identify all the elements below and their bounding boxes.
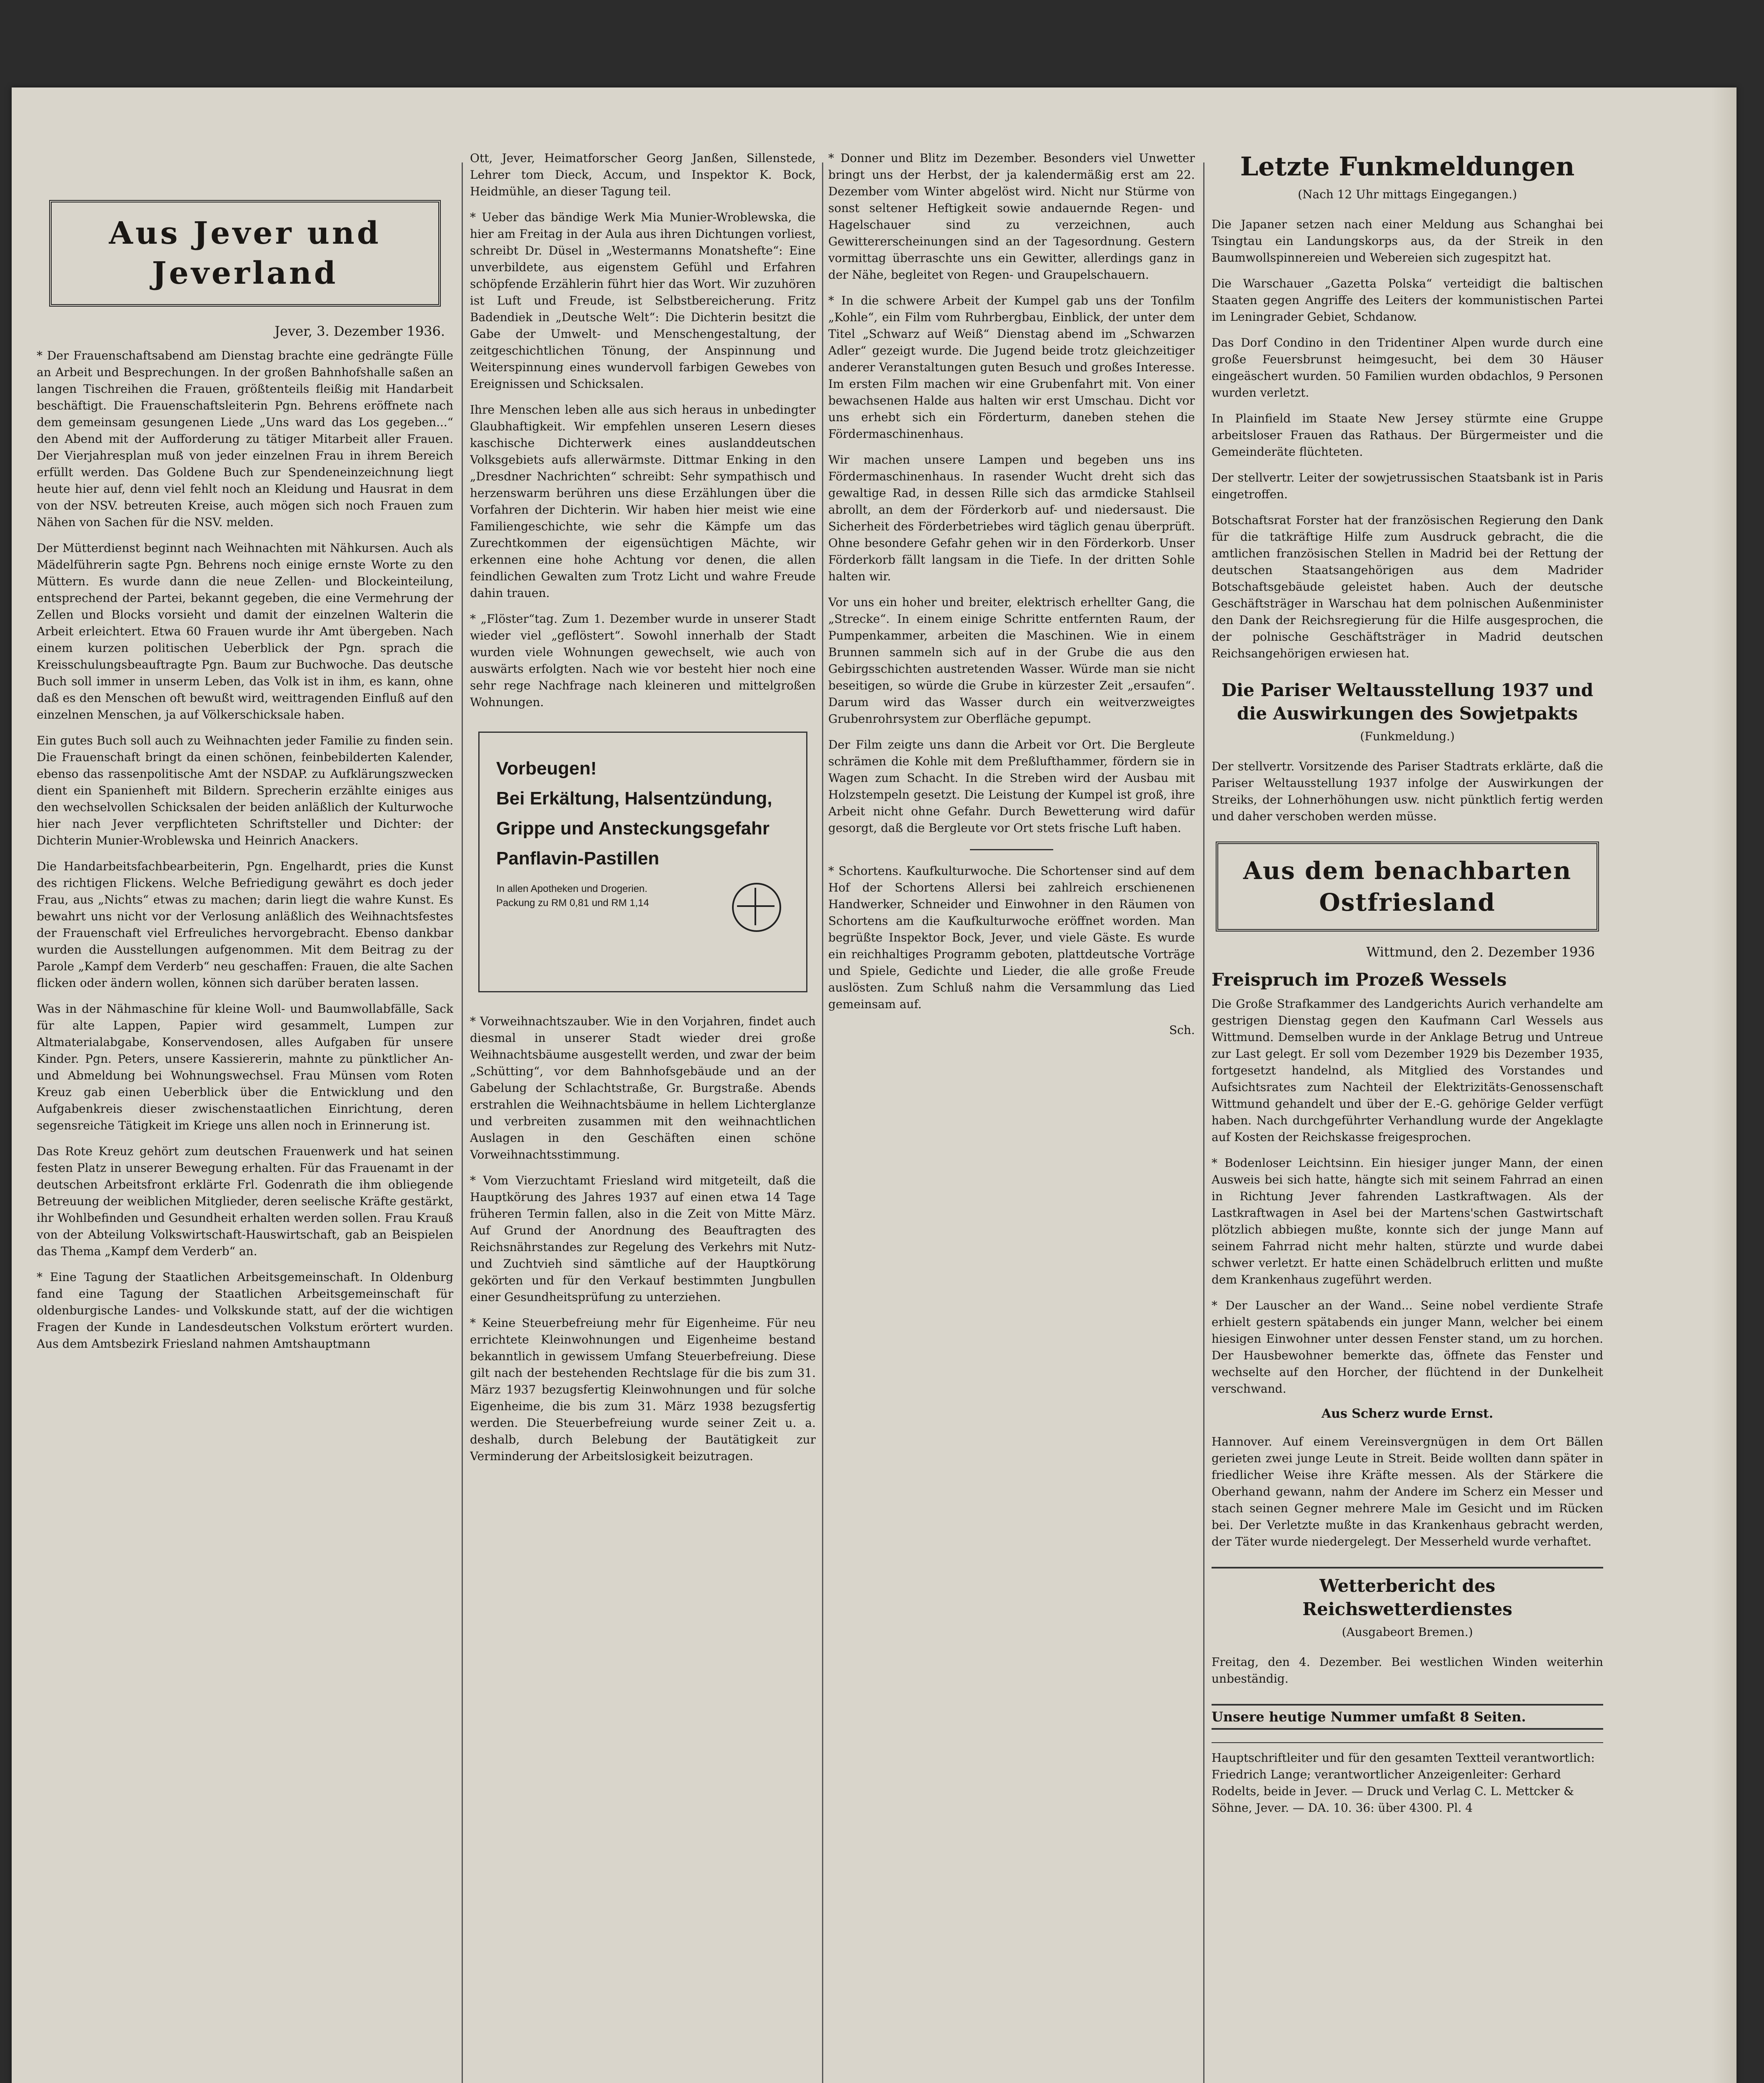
article-title: Die Pariser Weltausstellung 1937 und die Auswirkungen des Sowjetpakts (1221, 680, 1594, 724)
article-paragraph: Was in der Nähmaschine für kleine Woll- und Baumwollabfälle, Sack für alte Lappen, Papier wird gesammelt, Lumpen zur Altmaterialabgabe, Konservendosen, alles Aufgaben für unsere Kinder. Pgn. Peters, unsere Kassiererin, mahnte zu pünktlicher An- und Abmeldung bei Wohnungswechsel. Frau Münsen vom Roten Kreuz gab einen Ueberblick über die Entwicklung und den Aufgabenkreis dieser zwischenstaatlichen Einrichtung, deren segensreiche Tätigkeit im Kriege uns allen noch in Erinnerung ist. (37, 1002, 453, 1132)
article-paragraph: * Der Lauscher an der Wand... Seine nobel verdiente Strafe erhielt gestern spätabends ein junger Mann, welcher bei einem hiesigen Einwohner unter dessen Fenster stand, um zu horchen. Der Hausbewohner bemerkte das, öffnete das Fenster und wechselte auf den Horcher, der flüchtend in der Dunkelheit verschwand. (1212, 1299, 1603, 1396)
column-3 (828, 150, 1195, 2083)
column-1 (37, 150, 453, 2083)
news-item: In Plainfield im Staate New Jersey stürmte eine Gruppe arbeitsloser Frauen das Rathaus. Der Bürgermeister und die Gemeinderäte flüchteten. (1212, 412, 1603, 459)
article-paragraph: Ott, Jever, Heimatforscher Georg Janßen, Sillenstede, Lehrer tom Dieck, Accum, und Inspektor K. Bock, Heidmühle, an dieser Tagung teil. (470, 151, 816, 198)
news-item: Die Warschauer „Gazetta Polska“ verteidigt die baltischen Staaten gegen Angriffe des Leiters der kommunistischen Partei im Leningrader Gebiet, Schdanow. (1212, 277, 1603, 324)
ad-line: Bei Erkältung, Halsentzündung, (496, 788, 772, 809)
ad-product: Panflavin-Pastillen (496, 848, 660, 869)
column-rule (822, 162, 823, 2083)
article-paragraph: * Vorweihnachtszauber. Wie in den Vorjahren, findet auch diesmal in unserer Stadt wieder drei große Weihnachtsbäume ausgestellt werden, und zwar der beim „Schütting“, vor dem Bahnhofsgebäude und an der Gabelung der Schlachtstraße, Gr. Burgstraße. Abends erstrahlen die Weihnachtsbäume in hellem Lichterglanze und verbreiten zusammen mit den weihnachtlichen Auslagen in den Geschäften einen schöne Vorweihnachtsstimmung. (470, 1014, 816, 1161)
ad-line: Grippe und Ansteckungsgefahr (496, 818, 770, 839)
divider (970, 849, 1053, 850)
article-paragraph: Wir machen unsere Lampen und begeben uns ins Fördermaschinenhaus. In rasender Wucht dreht sich das gewaltige Rad, in dessen Rille sich das armdicke Stahlseil abrollt, an dem der Förderkorb auf- und niedersaust. Die Sicherheit des Förderbetriebes wird täglich genau überprüft. Ohne besondere Gefahr gehen wir in den Förderkorb. Unser Förderkorb fällt langsam in die Tiefe. In der dritten Sohle halten wir. (828, 453, 1195, 583)
article-title: Freispruch im Prozeß Wessels (1212, 969, 1507, 990)
column-rule (1203, 162, 1204, 2083)
article-paragraph: * Schortens. Kaufkulturwoche. Die Schortenser sind auf dem Hof der Schortens Allersi bei zahlreich erschienenen Handwerker, Schneider und Einwohner in den Räumen von Schortens am die Kaufkulturwoche eröffnet worden. Man begrüßte Inspektor Bock, Jever, und viele Gäste. Es wurde ein reichhaltiges Programm geboten, plattdeutsche Vorträge und Spiele, Gedichte und Lieder, die alle große Freude auslösten. Zum Schluß nahm die Versammlung das Lied gemeinsam auf. (828, 864, 1195, 1011)
article-paragraph: Der Film zeigte uns dann die Arbeit vor Ort. Die Bergleute schrämen die Kohle mit dem Preßlufthammer, fördern sie in Wagen zum Schacht. In die Streben wird der Ausbau mit Holzstempeln gesetzt. Die Leistung der Kumpel ist groß, ihre Arbeit nicht ohne Gefahr. Durch Bewetterung wird dafür gesorgt, daß die Bergleute vor Ort stets frische Luft haben. (828, 738, 1195, 835)
article-paragraph: Die Handarbeitsfachbearbeiterin, Pgn. Engelhardt, pries die Kunst des richtigen Flickens. Welche Befriedigung gewährt es doch jeder Frau, aus „Nichts“ etwas zu machen; darin liegt die wahre Kunst. Es bewahrt uns nicht vor der Verlosung anläßlich des Weihnachtsfestes der Frauenschaft viel Erfreuliches hervorgebracht. Ebenso dankbar wurden die Ausstellungen aufgenommen. Mit dem Beitrag zu der Parole „Kampf dem Verderb“ neu geschaffen: Frauen, die alte Sachen flicken oder ändern wollen, können sich darüber beraten lassen. (37, 859, 453, 990)
imprint: Hauptschriftleiter und für den gesamten Textteil verantwortlich: Friedrich Lange; verantwortlicher Anzeigenleiter: Gerhard Rodelts, beide in Jever. — Druck und Verlag C. L. Mettcker & Söhne, Jever. — DA. 10. 36: über 4300. Pl. 4 (1212, 1742, 1603, 1816)
article-paragraph: * In die schwere Arbeit der Kumpel gab uns der Tonfilm „Kohle“, ein Film vom Ruhrbergbau, Einblick, der unter dem Titel „Schwarz auf Weiß“ Dienstag abend im „Schwarzen Adler“ gezeigt wurde. Die Jugend beide trotz gleichzeitiger anderer Veranstaltungen guten Besuch und großes Interesse. Im ersten Film machen wir eine Grubenfahrt mit. Von einer bewachsenen Halde aus halten wir erst Umschau. Dicht vor uns erhebt sich ein Förderturm, daneben stehen die Fördermaschinenhaus. (828, 294, 1195, 441)
column-4 (1212, 150, 1603, 2083)
article-paragraph: * Ueber das bändige Werk Mia Munier-Wroblewska, die hier am Freitag in der Aula aus ihren Dichtungen vorliest, schreibt Dr. Düsel in „Westermanns Monatshefte“: Eine unverbildete, aus eigenstem Gefühl und Erfahren schöpfende Erzählerin führt hier das Wort. Wir zuzuhören ist Luft und Freude, ist Selbstbereicherung. Fritz Badendiek in „Deutsche Welt“: Die Dichterin besitzt die Gabe der Umwelt- und Menschengestaltung, der zeitgeschichtlichen Tönung, der Anspinnung und Weiterspinnung eines wundervoll farbigen Gewebes von Ereignissen und Schicksalen. (470, 210, 816, 391)
section-heading: Letzte Funkmeldungen (1240, 151, 1575, 182)
article-paragraph: Ein gutes Buch soll auch zu Weihnachten jeder Familie zu finden sein. Die Frauenschaft bringt da einen schönen, feinbebilderten Kalender, ebenso das rassenpolitische Amt der NSDAP. zu Aufklärungszwecken dient ein Spanienheft mit Bildern. Sprecherin erzählte einiges aus den wechselvollen Schicksalen der beiden anläßlich der Kulturwoche hier nach Jever verpflichteten Schriftsteller und Dichter: der Dichterin Munier-Wroblewska und Heinrich Anackers. (37, 734, 453, 847)
article-paragraph: Vor uns ein hoher und breiter, elektrisch erhellter Gang, die „Strecke“. In einem einige Schritte entfernten Raum, der Pumpenkammer, arbeiten die Maschinen. Wie in einem Brunnen sammeln sich auf in der Grube die aus den Gebirgsschichten austretenden Wasser. Würde man sie nicht beseitigen, so würde die Grube in kürzester Zeit „ersaufen“. Darum wird das Wasser durch ein weitverzweigtes Grubenrohrsystem zur Oberfläche gepumpt. (828, 595, 1195, 726)
weather-subtitle: (Ausgabeort Bremen.) (1342, 1625, 1473, 1639)
article-paragraph: * Keine Steuerbefreiung mehr für Eigenheime. Für neu errichtete Kleinwohnungen und Eigenheime bestand bekanntlich in gewissem Umfang Steuerbefreiung. Diese gilt nach der bestehenden Rechtslage für die bis zum 31. März 1937 bezugsfertig Kleinwohnungen und für solche Eigenheime, die bis zum 31. März 1938 bezugsfertig werden. Die Steuerbefreiung wurde seiner Zeit u. a. deshalb, durch Belebung der Bautätigkeit zur Verminderung der Arbeitslosigkeit beizutragen. (470, 1316, 816, 1463)
article-paragraph: Ihre Menschen leben alle aus sich heraus in unbedingter Glaubhaftigkeit. Wir empfehlen unseren Lesern dieses kaschische Dichterwerk eines auslanddeutschen Volksgebiets aufs allerwärmste. Dittmar Enking in den „Dresdner Nachrichten“ schreibt: Sehr sympathisch und herzenswarm berühren uns diese Erzählungen über die Vorfahren der Dichterin. Wir haben hier meist wie eine Familiengeschichte, wie sehr die Kämpfe um das Zurechtkommen der eigensüchtigen Mächte, wir erkennen eine hohe Achtung vor denen, die allen feindlichen Gewalten zum Trotz Licht und wahre Freude dahin trauen. (470, 403, 816, 600)
page-edge (1712, 87, 1737, 2083)
article-paragraph: * Donner und Blitz im Dezember. Besonders viel Unwetter bringt uns der Herbst, der ja kalendermäßig erst am 22. Dezember vom Winter abgelöst wird. Nicht nur Stürme von sonst seltener Heftigkeit sowie andauernde Regen- und Hagelschauer sind zu verzeichnen, auch Gewittererscheinungen sind an der Tagesordnung. Gestern vormittag überraschte uns ein Gewitter, allerdings ganz in der Nähe, begleitet von Regen- und Graupelschauern. (828, 151, 1195, 282)
advertisement (478, 732, 807, 992)
news-item: Der stellvertr. Leiter der sowjetrussischen Staatsbank ist in Paris eingetroffen. (1212, 471, 1603, 501)
article-paragraph: * Eine Tagung der Staatlichen Arbeitsgemeinschaft. In Oldenburg fand eine Tagung der Staatlichen Arbeitsgemeinschaft für oldenburgische Landes- und Volkskunde statt, auf der die wichtigen Fragen der Kunde in Landesdeutschen Volkstum erörtert wurden. Aus dem Amtsbezirk Friesland nahmen Amtshauptmann (37, 1270, 453, 1351)
article-paragraph: Die Große Strafkammer des Landgerichts Aurich verhandelte am gestrigen Dienstag gegen den Kaufmann Carl Wessels aus Wittmund. Demselben wurde in der Anklage Betrug und Untreue zur Last gelegt. Er soll vom Dezember 1929 bis Dezember 1935, fortgesetzt handelnd, als Mitglied des Vorstandes und Aufsichtsrates zum Nachteil der Elektrizitäts-Genossenschaft Wittmund gehandelt und über der E.-G. gehörige Gelder verfügt haben. Nach durchgeführter Verhandlung wurde der Angeklagte auf Kosten der Reichskasse freigesprochen. (1212, 997, 1603, 1144)
newspaper-page (12, 87, 1737, 2083)
article-paragraph: * Der Frauenschaftsabend am Dienstag brachte eine gedrängte Fülle an Arbeit und Besprechungen. In der großen Bahnhofshalle saßen an langen Tischreihen die Frauen, größtenteils fleißig mit Handarbeit beschäftigt. Die Frauenschaftsleiterin Pgn. Behrens eröffnete nach dem gemeinsam gesungenen Liede „Uns ward das Los gegeben...“ den Abend mit der Aufforderung zu tätiger Mitarbeit aller Frauen. Der Vierjahresplan muß von jeder einzelnen Frau in ihrem Bereich erfüllt werden. Das Goldene Buch zur Spendeneinzeichnung liegt heute hier auf, denn viel fehlt noch an Kleidung und Hausrat in dem von der NSV. betreuten Kreise, auch mögen sich noch Frauen zum Nähen von Sachen für die NSV. melden. (37, 349, 453, 529)
issue-notice: Unsere heutige Nummer umfaßt 8 Seiten. (1212, 1704, 1603, 1730)
article-paragraph: * Bodenloser Leichtsinn. Ein hiesiger junger Mann, der einen Ausweis bei sich hatte, hängte sich mit seinem Fahrrad an einen in Richtung Jever fahrenden Lastkraftwagen. Als der Lastkraftwagen in Asel bei der Martens'schen Gastwirtschaft plötzlich abbiegen mußte, konnte sich der junge Mann auf seinem Fahrrad nicht mehr halten, stürzte und wurde dabei schwer verletzt. Er hatte einen Schädelbruch erlitten und mußte dem Krankenhaus zugeführt werden. (1212, 1156, 1603, 1286)
news-item: Botschaftsrat Forster hat der französischen Regierung den Dank für die tatkräftige Hilfe zum Ausdruck gebracht, die die amtlichen französischen Stellen in Madrid bei der Rettung der deutschen Staatsangehörigen aus dem Madrider Botschaftsgebäude geleistet haben. Auch der deutsche Geschäftsträger in Warschau hat dem polnischen Außenminister den Dank der Reichsregierung für die Hilfe ausgesprochen, die der polnische Geschäftsträger in Madrid deutschen Reichsangehörigen erwiesen hat. (1212, 513, 1603, 660)
bayer-cross-logo (732, 883, 781, 932)
author-signature: Sch. (1169, 1023, 1195, 1037)
article-paragraph: Der Mütterdienst beginnt nach Weihnachten mit Nähkursen. Auch als Mädelführerin sagte Pgn. Behrens noch einige ernste Worte zu den Müttern. Es wurde dann die neue Zellen- und Blockeinteilung, entsprechend der Partei, bekannt gegeben, die eine Vermehrung der Zellen und Blocks vorsieht und damit der einzelnen Walterin die Arbeit erleichtert. Etwa 60 Frauen wurde ihr Amt übergeben. Nach einem kurzen politischen Ueberblick der Pgn. sprach die Kreisschulungsbeauftragte Pgn. Baum zur Buchwoche. Das deutsche Buch soll immer in unserm Leben, das Volk ist in ihm, es kann, ohne daß es den Menschen oft bewußt wird, weittragenden Einfluß auf den einzelnen Menschen, ja auf Völkerschicksale haben. (37, 541, 453, 722)
article-title: Aus Scherz wurde Ernst. (1321, 1406, 1494, 1421)
section-heading-box (1216, 842, 1599, 932)
weather-title: Wetterbericht des Reichswetterdienstes (1212, 1567, 1603, 1621)
article-paragraph: Das Rote Kreuz gehört zum deutschen Frauenwerk und hat seinen festen Platz in unserer Bewegung erhalten. Für das Frauenamt in der deutschen Arbeitsfront erklärte Frl. Godenrath die ihm obliegende Betreuung der weiblichen Mitglieder, deren seelische Kräfte gestärkt, ihr Wohlbefinden und Gesundheit erhalten werden sollen. Frau Krauß von der Abteilung Volkswirtschaft-Hauswirtschaft, gab an Beispielen das Thema „Kampf dem Verderb“ an. (37, 1144, 453, 1258)
column-2 (470, 150, 816, 2083)
ad-note: In allen Apotheken und Drogerien. (496, 883, 647, 894)
article-subtitle: (Funkmeldung.) (1360, 729, 1455, 743)
news-item: Das Dorf Condino in den Tridentiner Alpen wurde durch eine große Feuersbrunst heimgesucht, bei dem 30 Häuser eingeäschert wurden. 50 Familien wurden obdachlos, 9 Personen wurden verletzt. (1212, 336, 1603, 400)
article-paragraph: Der stellvertr. Vorsitzende des Pariser Stadtrats erklärte, daß die Pariser Weltausstellung 1937 infolge der Auswirkungen der Streiks, der Lohnerhöhungen usw. nicht pünktlich fertig werden und daher verschoben werden müsse. (1212, 759, 1603, 823)
section-heading-box (49, 200, 441, 307)
ad-headline: Vorbeugen! (496, 758, 597, 779)
news-item: Die Japaner setzen nach einer Meldung aus Schanghai bei Tsingtau ein Landungskorps aus, da der Streik in den Baumwollspinnereien und Webereien sich zugespitzt hat. (1212, 217, 1603, 265)
weather-text: Freitag, den 4. Dezember. Bei westlichen Winden weiterhin unbeständig. (1212, 1655, 1603, 1686)
dateline: Wittmund, den 2. Dezember 1936 (1366, 944, 1595, 960)
column-rule (462, 162, 463, 2083)
section-heading: Aus Jever und Jeverland (109, 215, 381, 291)
ad-price: Packung zu RM 0,81 und RM 1,14 (496, 897, 649, 909)
article-paragraph: * „Flöster“tag. Zum 1. Dezember wurde in unserer Stadt wieder viel „geflöstert“. Sowohl innerhalb der Stadt wurden viele Wohnungen gewechselt, wie auch von auswärts erfolgten. Nach wie vor besteht hier noch eine sehr rege Nachfrage nach kleineren und mittelgroßen Wohnungen. (470, 612, 816, 709)
section-subheading: (Nach 12 Uhr mittags Eingegangen.) (1298, 187, 1517, 201)
dateline: Jever, 3. Dezember 1936. (275, 323, 445, 339)
article-paragraph: * Vom Vierzuchtamt Friesland wird mitgeteilt, daß die Hauptkörung des Jahres 1937 auf einen etwa 14 Tage früheren Termin fallen, also in die Zeit von Mitte März. Auf Grund der Anordnung des Beauftragten des Reichsnährstandes zur Regelung des Verkehrs mit Nutz- und Zuchtvieh sind sämtliche auf der Hauptkörung gekörten und für den Verkauf bestimmten Jungbullen einer Gesundheitsprüfung zu unterziehen. (470, 1174, 816, 1304)
section-heading: Aus dem benachbarten Ostfriesland (1243, 857, 1572, 917)
article-paragraph: Hannover. Auf einem Vereinsvergnügen in dem Ort Bällen gerieten zwei junge Leute in Streit. Beide wollten dann später in friedlicher Weise ihre Kräfte messen. Als der Stärkere die Oberhand gewann, nahm der Andere im Scherz ein Messer und stach seinen Gegner mehrere Male im Gesicht und im Rücken bei. Der Verletzte mußte in das Krankenhaus gebracht werden, der Täter wurde niedergelegt. Der Messerheld wurde verhaftet. (1212, 1435, 1603, 1549)
